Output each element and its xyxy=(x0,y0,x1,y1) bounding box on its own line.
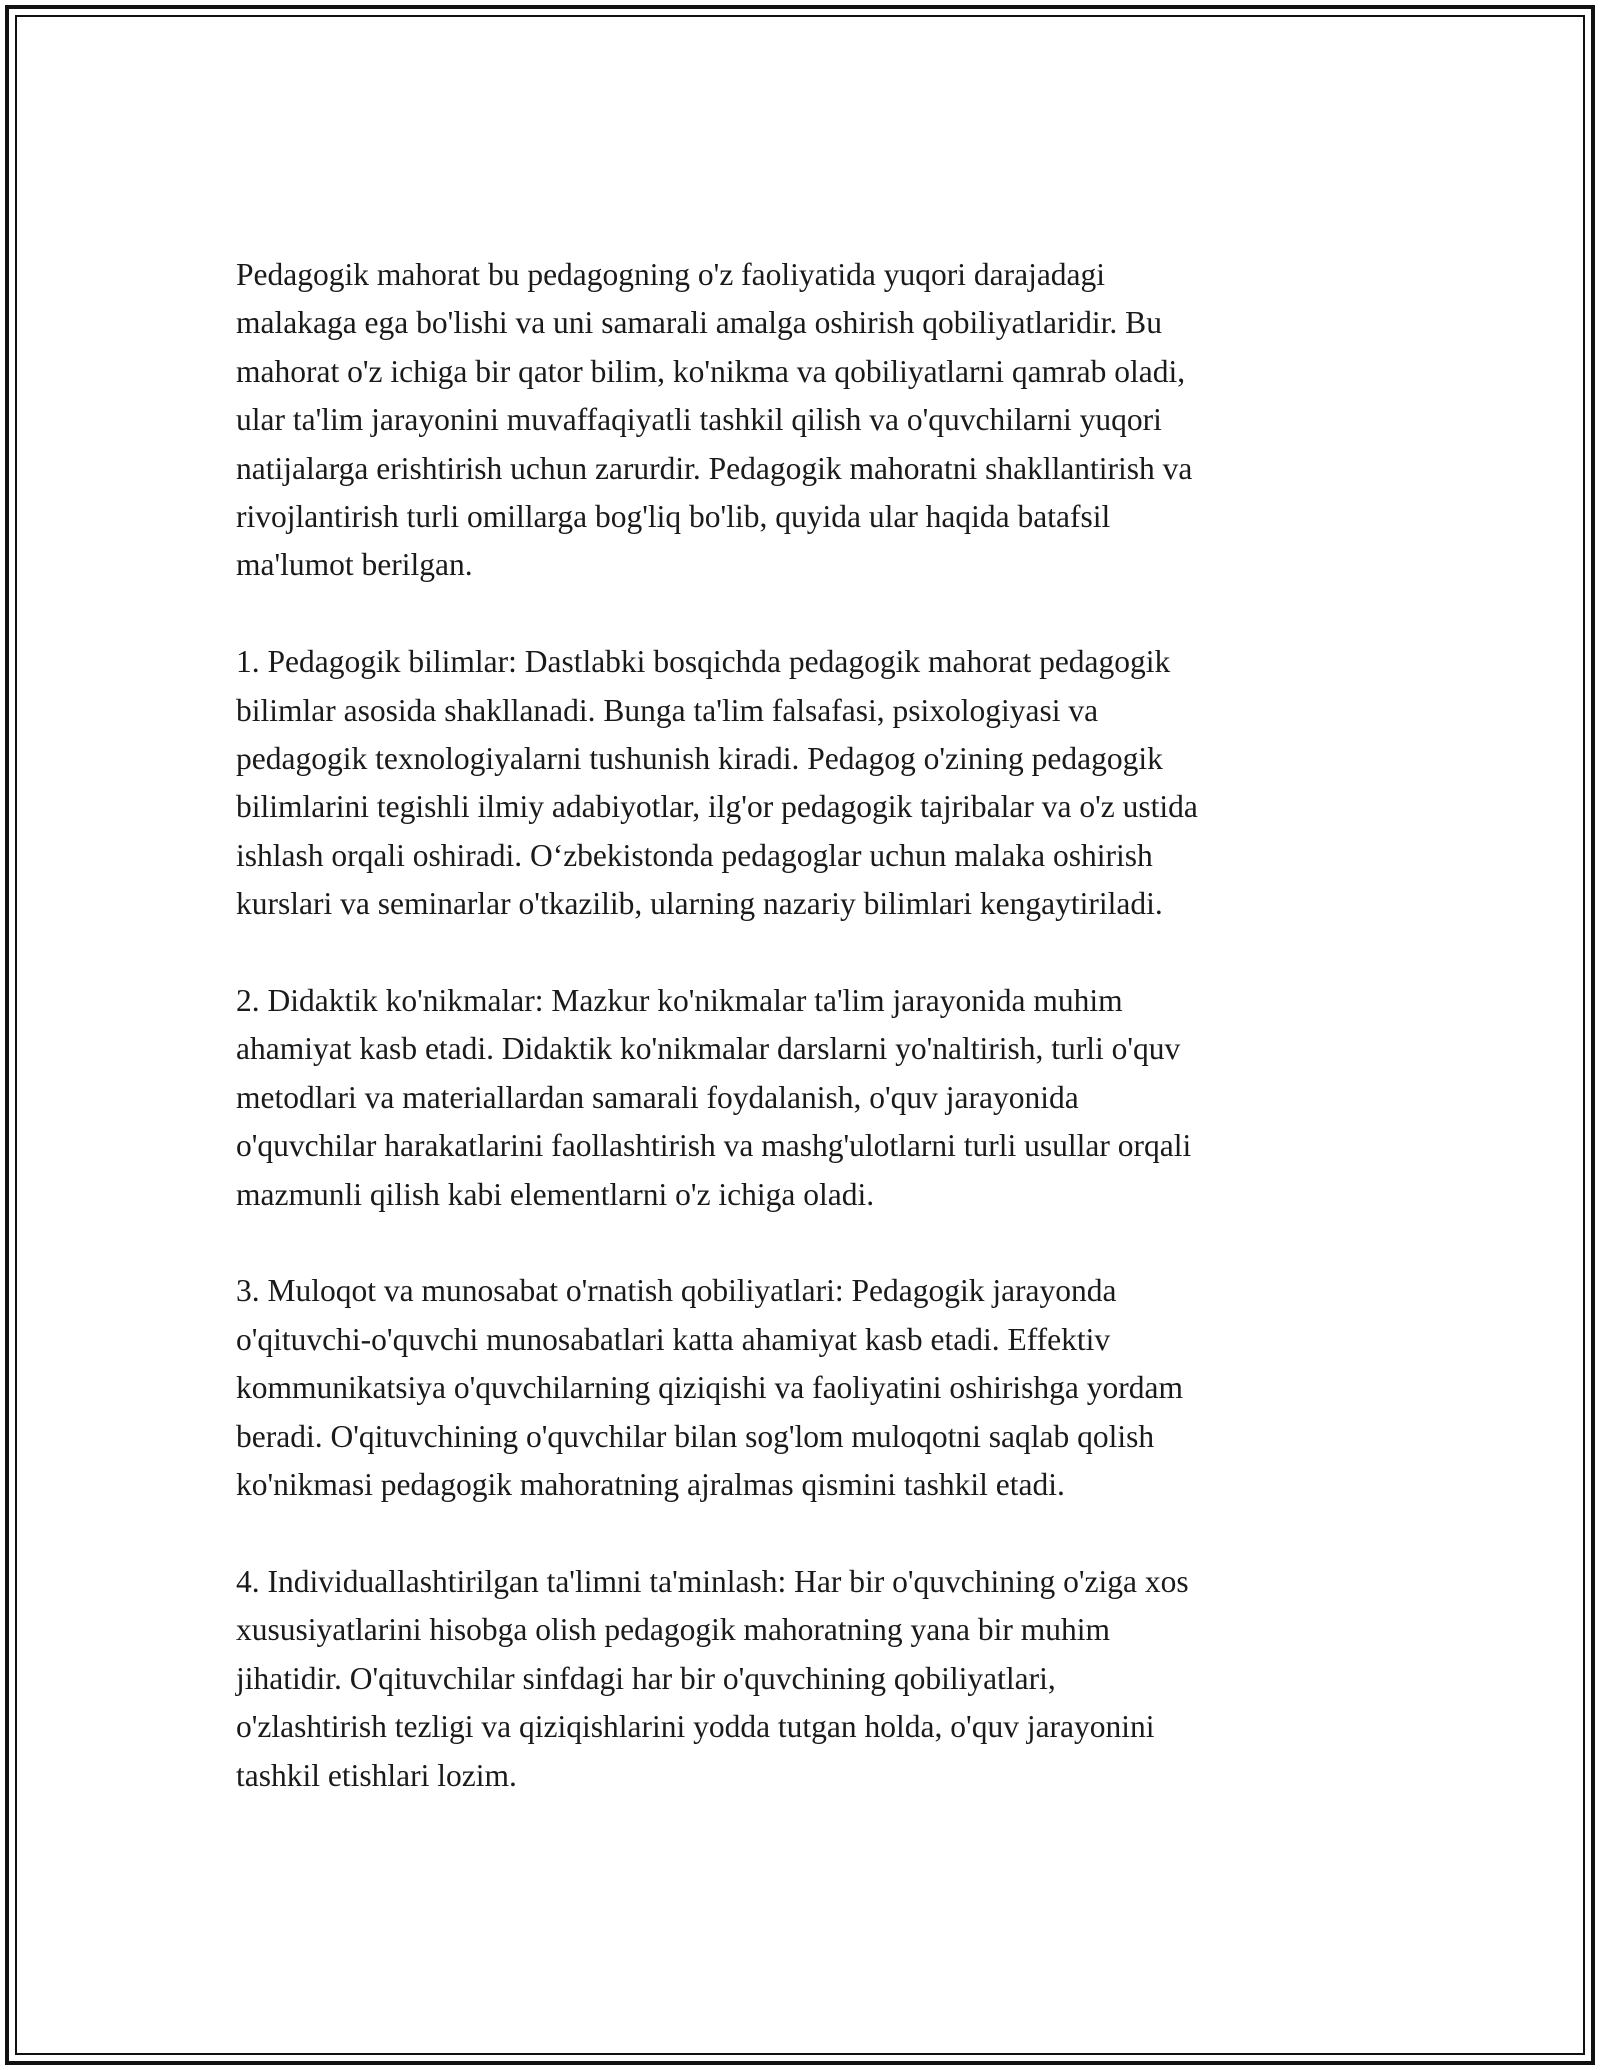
text-line: malakaga ega bo'lishi va uni samarali amalga oshirish qobiliyatlaridir. Bu xyxy=(236,305,1162,341)
text-line: metodlari va materiallardan samarali foydalanish, o'quv jarayonida xyxy=(236,1079,1079,1115)
text-line: ma'lumot berilgan. xyxy=(236,547,473,583)
text-line: natijalarga erishtirish uchun zarurdir. Pedagogik mahoratni shakllantirish va xyxy=(236,450,1193,486)
text-line: bilimlar asosida shakllanadi. Bunga ta'lim falsafasi, psixologiyasi va xyxy=(236,692,1099,728)
text-line: bilimlarini tegishli ilmiy adabiyotlar, ilg'or pedagogik tajribalar va o'z ustida xyxy=(236,789,1198,825)
text-line: Pedagogik mahorat bu pedagogning o'z faoliyatida yuqori darajadagi xyxy=(236,257,1106,292)
text-line: 4. Individuallashtirilgan ta'limni ta'minlash: Har bir o'quvchining o'ziga xos xyxy=(236,1563,1189,1599)
text-line: ishlash orqali oshiradi. O‘zbekistonda pedagoglar uchun malaka oshirish xyxy=(236,837,1153,873)
text-line: mahorat o'z ichiga bir qator bilim, ko'nikma va qobiliyatlarni qamrab oladi, xyxy=(236,353,1186,389)
text-line: 1. Pedagogik bilimlar: Dastlabki bosqichda pedagogik mahorat pedagogik xyxy=(236,644,1171,680)
document-body xyxy=(236,251,1376,1848)
paragraph-pedagogical-knowledge xyxy=(236,638,1376,928)
text-line: o'quvchilar harakatlarini faollashtirish va mashg'ulotlarni turli usullar orqali xyxy=(236,1128,1192,1164)
text-line: kommunikatsiya o'quvchilarning qiziqishi va faoliyatini oshirishga yordam xyxy=(236,1370,1184,1406)
text-line: tashkil etishlari lozim. xyxy=(236,1757,517,1793)
text-line: pedagogik texnologiyalarni tushunish kiradi. Pedagog o'zining pedagogik xyxy=(236,741,1163,777)
text-line: o'qituvchi-o'quvchi munosabatlari katta ahamiyat kasb etadi. Effektiv xyxy=(236,1321,1111,1357)
paragraph-communication-skills xyxy=(236,1267,1376,1509)
text-line: xususiyatlarini hisobga olish pedagogik mahoratning yana bir muhim xyxy=(236,1612,1110,1648)
text-line: rivojlantirish turli omillarga bog'liq bo'lib, quyida ular haqida batafsil xyxy=(236,499,1111,535)
paragraph-didactic-skills xyxy=(236,977,1376,1219)
text-line: ahamiyat kasb etadi. Didaktik ko'nikmalar darslarni yo'naltirish, turli o'quv xyxy=(236,1031,1181,1067)
text-line: ko'nikmasi pedagogik mahoratning ajralmas qismini tashkil etadi. xyxy=(236,1467,1065,1503)
text-line: kurslari va seminarlar o'tkazilib, ularning nazariy bilimlari kengaytiriladi. xyxy=(236,886,1163,922)
text-line: mazmunli qilish kabi elementlarni o'z ichiga oladi. xyxy=(236,1176,875,1212)
paragraph-individualized-learning xyxy=(236,1558,1376,1800)
paragraph-intro xyxy=(236,251,1376,590)
text-line: 3. Muloqot va munosabat o'rnatish qobiliyatlari: Pedagogik jarayonda xyxy=(236,1273,1117,1309)
text-line: 2. Didaktik ko'nikmalar: Mazkur ko'nikmalar ta'lim jarayonida muhim xyxy=(236,983,1123,1019)
text-line: beradi. O'qituvchining o'quvchilar bilan sog'lom muloqotni saqlab qolish xyxy=(236,1418,1155,1454)
text-line: o'zlashtirish tezligi va qiziqishlarini yodda tutgan holda, o'quv jarayonini xyxy=(236,1709,1155,1745)
text-line: ular ta'lim jarayonini muvaffaqiyatli tashkil qilish va o'quvchilarni yuqori xyxy=(236,402,1162,438)
text-line: jihatidir. O'qituvchilar sinfdagi har bir o'quvchining qobiliyatlari, xyxy=(236,1660,1056,1696)
